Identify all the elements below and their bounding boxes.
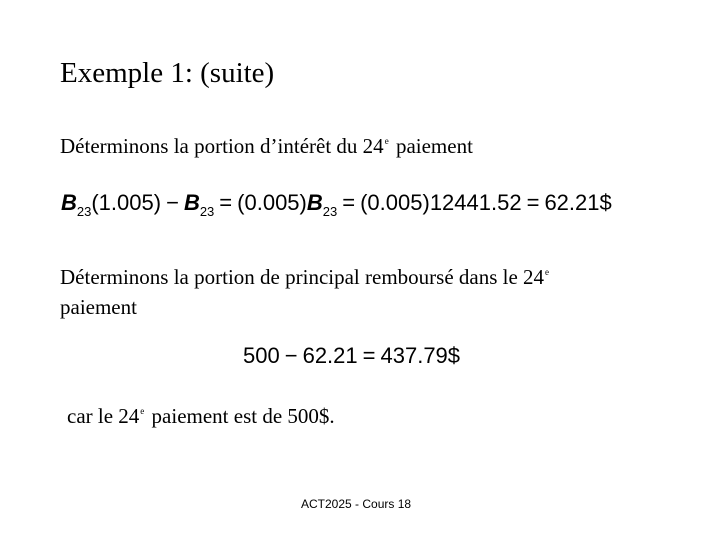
interest-text-end: paiement xyxy=(390,134,473,158)
balance-variable: B xyxy=(61,190,77,215)
balance-subscript: 23 xyxy=(76,204,92,219)
principal-result: 437.79$ xyxy=(380,343,461,368)
equals-sign: = xyxy=(362,343,376,368)
minus-sign: − xyxy=(166,190,179,215)
principal-equation xyxy=(243,342,460,370)
balance-subscript: 23 xyxy=(322,204,338,219)
principal-text-start: Déterminons la portion de principal remboursé dans le 24 xyxy=(60,265,545,289)
payment-note-text xyxy=(67,403,335,433)
growth-factor: (1.005) xyxy=(91,190,162,215)
slide-footer: ACT2025 - Cours 18 xyxy=(301,497,412,511)
equals-sign: = xyxy=(526,190,540,215)
ordinal-superscript: e xyxy=(384,136,389,146)
slide-title: Exemple 1: (suite) xyxy=(60,57,275,89)
balance-variable: B xyxy=(306,190,323,215)
ordinal-superscript: e xyxy=(545,267,550,277)
rate-coefficient: (0.005) xyxy=(360,190,430,215)
payment-amount: 500 xyxy=(243,343,280,368)
equals-sign: = xyxy=(342,190,356,215)
interest-result: 62.21$ xyxy=(544,190,612,215)
payment-note-start: car le 24 xyxy=(67,404,140,428)
principal-portion-text xyxy=(60,264,551,294)
principal-text-line2: paiement xyxy=(60,295,137,319)
interest-equation xyxy=(61,189,612,220)
minus-sign: − xyxy=(284,343,298,368)
balance-subscript: 23 xyxy=(199,204,215,219)
interest-text-start: Déterminons la portion d’intérêt du 24 xyxy=(60,134,384,158)
payment-note-end: paiement est de 500$. xyxy=(146,404,335,428)
rate-coefficient: (0.005) xyxy=(237,190,307,215)
balance-variable: B xyxy=(183,190,200,215)
interest-portion-text xyxy=(60,133,473,163)
balance-amount: 12441.52 xyxy=(429,190,522,215)
interest-amount: 62.21 xyxy=(302,343,358,368)
ordinal-superscript: e xyxy=(140,406,145,416)
equals-sign: = xyxy=(219,190,233,215)
